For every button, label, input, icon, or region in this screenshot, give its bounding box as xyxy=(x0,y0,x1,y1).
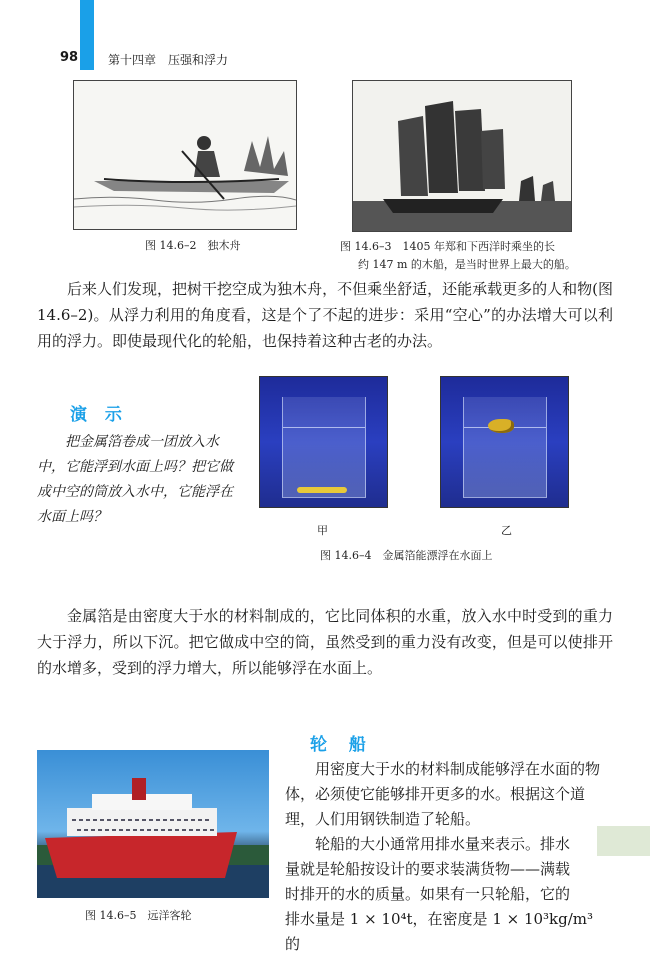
paragraph-foil-explanation: 金属箔是由密度大于水的材料制成的，它比同体积的水重，放入水中时受到的重力大于浮力，所以下沉。把它做成中空的筒，虽然受到的重力没有改变，但是可以使排开的水增多，受到的浮力增大，所以能够浮在水面上。 xyxy=(37,607,613,677)
figure-caption-ship-line1: 图 14.6–3 1405 年郑和下西洋时乘坐的长 xyxy=(340,240,555,253)
paragraph-ships-2-line4: 排水量是 1 × 10⁴t，在密度是 1 × 10³kg/m³ 的 xyxy=(285,910,594,953)
figure-caption-liner: 图 14.6–5 远洋客轮 xyxy=(85,909,192,922)
floating-foil xyxy=(488,419,514,433)
demo-text: 把金属箔卷成一团放入水中，它能浮到水面上吗？把它做成中空的筒放入水中，它能浮在水面上吗？ xyxy=(37,434,233,525)
paragraph-ships-1: 用密度大于水的材料制成能够浮在水面的物体，必须使它能够排开更多的水。根据这个道理，人们用钢铁制造了轮船。 xyxy=(285,760,601,828)
figure-caption-ship-line2: 约 147 m 的木船，是当时世界上最大的船。 xyxy=(358,258,576,271)
demo-heading: 演 示 xyxy=(70,405,128,425)
paragraph-canoe: 后来人们发现，把树干挖空成为独木舟，不但乘坐舒适，还能承载更多的人和物(图 14.6–2)。从浮力利用的角度看，这是个了不起的进步：采用“空心”的办法增大可以利用的浮力。即使最现代化的轮船，也保持着这种古老的办法。 xyxy=(37,280,613,350)
label-yi: 乙 xyxy=(501,524,512,537)
paragraph-ships-2-line1: 轮船的大小通常用排水量来表示。排水 xyxy=(315,835,571,853)
page-number: 98 xyxy=(60,50,79,65)
label-jia: 甲 xyxy=(317,524,328,537)
chapter-color-tab xyxy=(80,0,94,70)
ocean-liner-photo xyxy=(37,750,269,898)
beaker xyxy=(282,397,366,498)
paragraph-ships-2-line3: 时排开的水的质量。如果有一只轮船，它的 xyxy=(285,885,571,903)
beaker xyxy=(463,397,547,498)
sunken-foil xyxy=(297,487,347,493)
paragraph-ships-2-line2: 量就是轮船按设计的要求装满货物——满载 xyxy=(285,860,571,878)
figure-caption-foil: 图 14.6–4 金属箔能漂浮在水面上 xyxy=(320,549,493,562)
chapter-title: 第十四章 压强和浮力 xyxy=(108,53,229,67)
foil-photo-floating xyxy=(440,376,569,508)
canoe-illustration xyxy=(73,80,297,230)
figure-caption-canoe: 图 14.6–2 独木舟 xyxy=(145,239,241,252)
foil-photo-sunk xyxy=(259,376,388,508)
treasure-ship-illustration xyxy=(352,80,572,232)
section-heading-ships: 轮 船 xyxy=(310,735,374,755)
